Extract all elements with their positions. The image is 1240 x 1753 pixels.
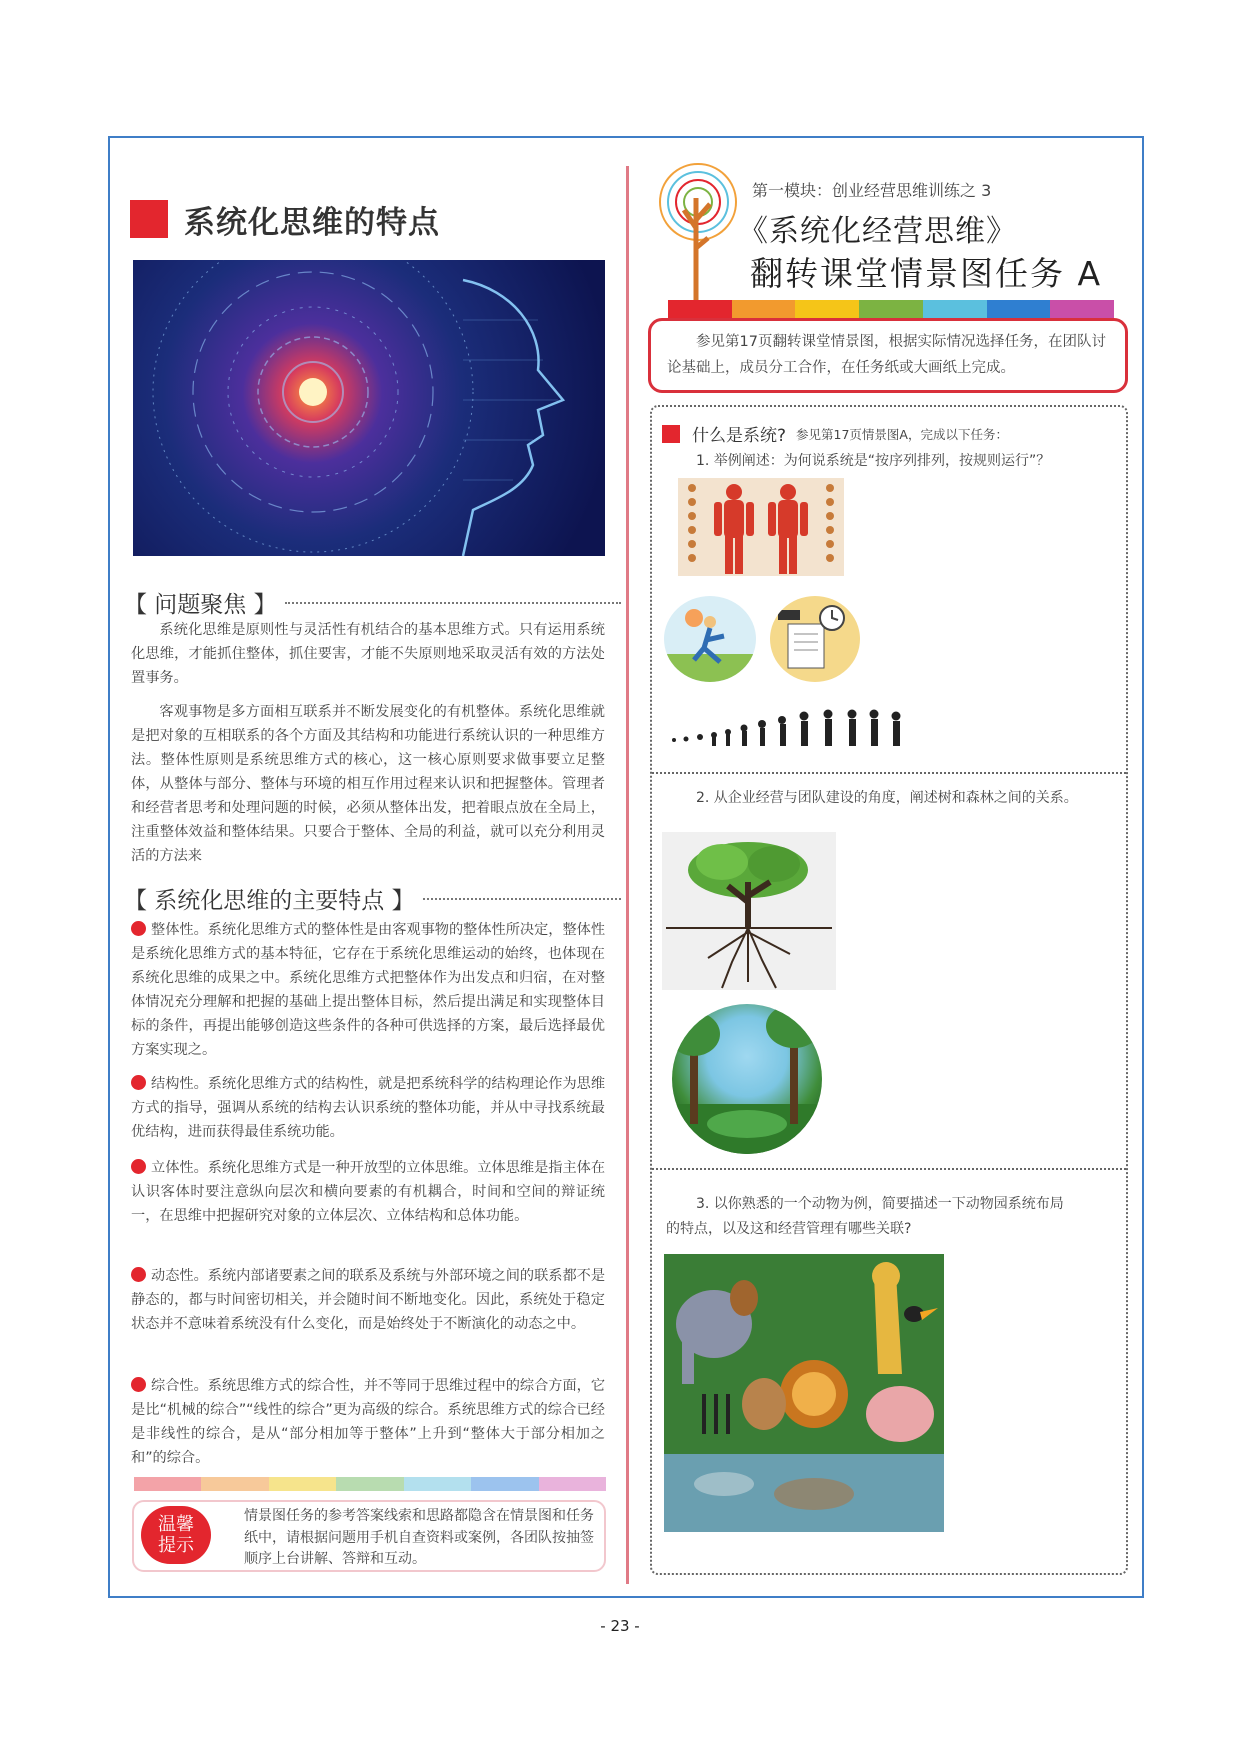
question-focus-heading: 【 问题聚焦 】 xyxy=(124,586,621,619)
tip-text: 情景图任务的参考答案线索和思路都隐含在情景图和任务纸中，请根据问题用手机自查资料或案例，各团队按抽签顺序上台讲解、答辩和互动。 xyxy=(244,1508,594,1567)
task-separator xyxy=(652,1168,1126,1170)
column-divider xyxy=(626,166,629,1584)
zoo-animals-image xyxy=(664,1254,944,1532)
question-3-line-1: 3. 以你熟悉的一个动物为例，简要描述一下动物园系统布局 xyxy=(696,1196,1064,1212)
features-heading: 【 系统化思维的主要特点 】 xyxy=(124,882,621,915)
question-3-line-2: 的特点，以及这和经营管理有哪些关联? xyxy=(666,1221,912,1237)
question-1: 1. 举例阐述：为何说系统是“按序列排列，按规则运行”？ xyxy=(696,453,1051,469)
paragraph-1: 系统化思维是原则性与灵活性有机结合的基本思维方式。只有运用系统化思维，才能抓住整体，抓住要害，才能不失原则地采取灵活有效的方法处置事务。 xyxy=(131,622,605,686)
tip-box xyxy=(132,1500,606,1572)
instruction-box: 参见第17页翻转课堂情景图，根据实际情况选择任务，在团队讨论基础上，成员分工合作，在任务纸或大画纸上完成。 xyxy=(648,318,1128,393)
heading-dotted-rule xyxy=(423,898,621,900)
module-label: 第一模块：创业经营思维训练之 3 xyxy=(752,181,992,200)
tip-badge: 温馨 提示 xyxy=(141,1506,211,1564)
red-bullet-icon xyxy=(131,1159,146,1174)
question-2: 2. 从企业经营与团队建设的角度，阐述树和森林之间的关系。 xyxy=(696,790,1078,806)
course-title: 《系统化经营思维》 xyxy=(738,214,1017,249)
human-anatomy-image xyxy=(678,478,844,576)
red-bullet-icon xyxy=(131,1075,146,1090)
task-heading: 什么是系统? 参见第17页情景图A，完成以下任务： xyxy=(662,421,1008,446)
tree-logo-icon xyxy=(656,158,746,308)
pastel-color-bar xyxy=(134,1477,606,1491)
feature-item: 动态性。系统内部诸要素之间的联系及系统与外部环境之间的联系都不是静态的，都与时间密切相关，并会随时间不断地变化。因此，系统处于稳定状态并不意味着系统没有什么变化，而是始终处于不断演化的动态之中。 xyxy=(131,1268,606,1332)
forest-circle-image xyxy=(672,1004,822,1154)
paragraph-2: 客观事物是多方面相互联系并不断发展变化的有机整体。系统化思维就是把对象的互相联系的各个方面及其结构和功能进行系统认识的一种思维方法。整体性原则是系统思维方式的核心，这一核心原则要求做事要立足整体，从整体与部分、整体与环境的相互作用过程来认识和把握整体。管理者和经营者思考和处理问题的时候，必须从整体出发，把着眼点放在全局上，注重整体效益和整体结果。只要合于整体、全局的利益，就可以充分利用灵活的方法来 xyxy=(131,704,605,864)
red-bullet-icon xyxy=(131,921,146,936)
section-title xyxy=(130,196,440,242)
feature-item: 综合性。系统思维方式的综合性，并不等同于思维过程中的综合方面，它是比“机械的综合”“线性的综合”更为高级的综合。系统思维方式的综合已经是非线性的综合，是从“部分相加等于整体”上升到“整体大于部分相加之和”的综合。 xyxy=(131,1378,606,1466)
task-title: 翻转课堂情景图任务 A xyxy=(750,254,1103,293)
section-title-text: 系统化思维的特点 xyxy=(184,204,440,241)
task-separator xyxy=(652,772,1126,774)
office-documents-image xyxy=(770,596,860,682)
page-number: - 23 - xyxy=(600,1617,640,1635)
red-bullet-icon xyxy=(131,1377,146,1392)
heading-square-icon xyxy=(662,425,680,443)
tree-roots-image xyxy=(662,832,836,990)
feature-item: 整体性。系统化思维方式的整体性是由客观事物的整体性所决定，整体性是系统化思维方式的基本特征，它存在于系统化思维运动的始终，也体现在系统化思维的成果之中。系统化思维方式把整体作为出发点和归宿，在对整体情况充分理解和把握的基础上提出整体目标，然后提出满足和实现整体目标的条件，再提出能够创造这些条件的各种可供选择的方案，最后选择最优方案实现之。 xyxy=(131,922,606,1058)
red-bullet-icon xyxy=(131,1267,146,1282)
feature-item: 结构性。系统化思维方式的结构性，就是把系统科学的结构理论作为思维方式的指导，强调从系统的结构去认识系统的整体功能，并从中寻找系统最优结构，进而获得最佳系统功能。 xyxy=(131,1076,606,1140)
title-square-icon xyxy=(130,200,168,238)
human-evolution-image xyxy=(668,706,908,746)
heading-dotted-rule xyxy=(285,602,621,604)
exercise-person-image xyxy=(664,596,756,682)
feature-item: 立体性。系统化思维方式是一种开放型的立体思维。立体思维是指主体在认识客体时要注意纵向层次和横向要素的有机耦合，时间和空间的辩证统一，在思维中把握研究对象的立体层次、立体结构和总体功能。 xyxy=(131,1160,606,1224)
ai-head-image xyxy=(133,260,605,556)
